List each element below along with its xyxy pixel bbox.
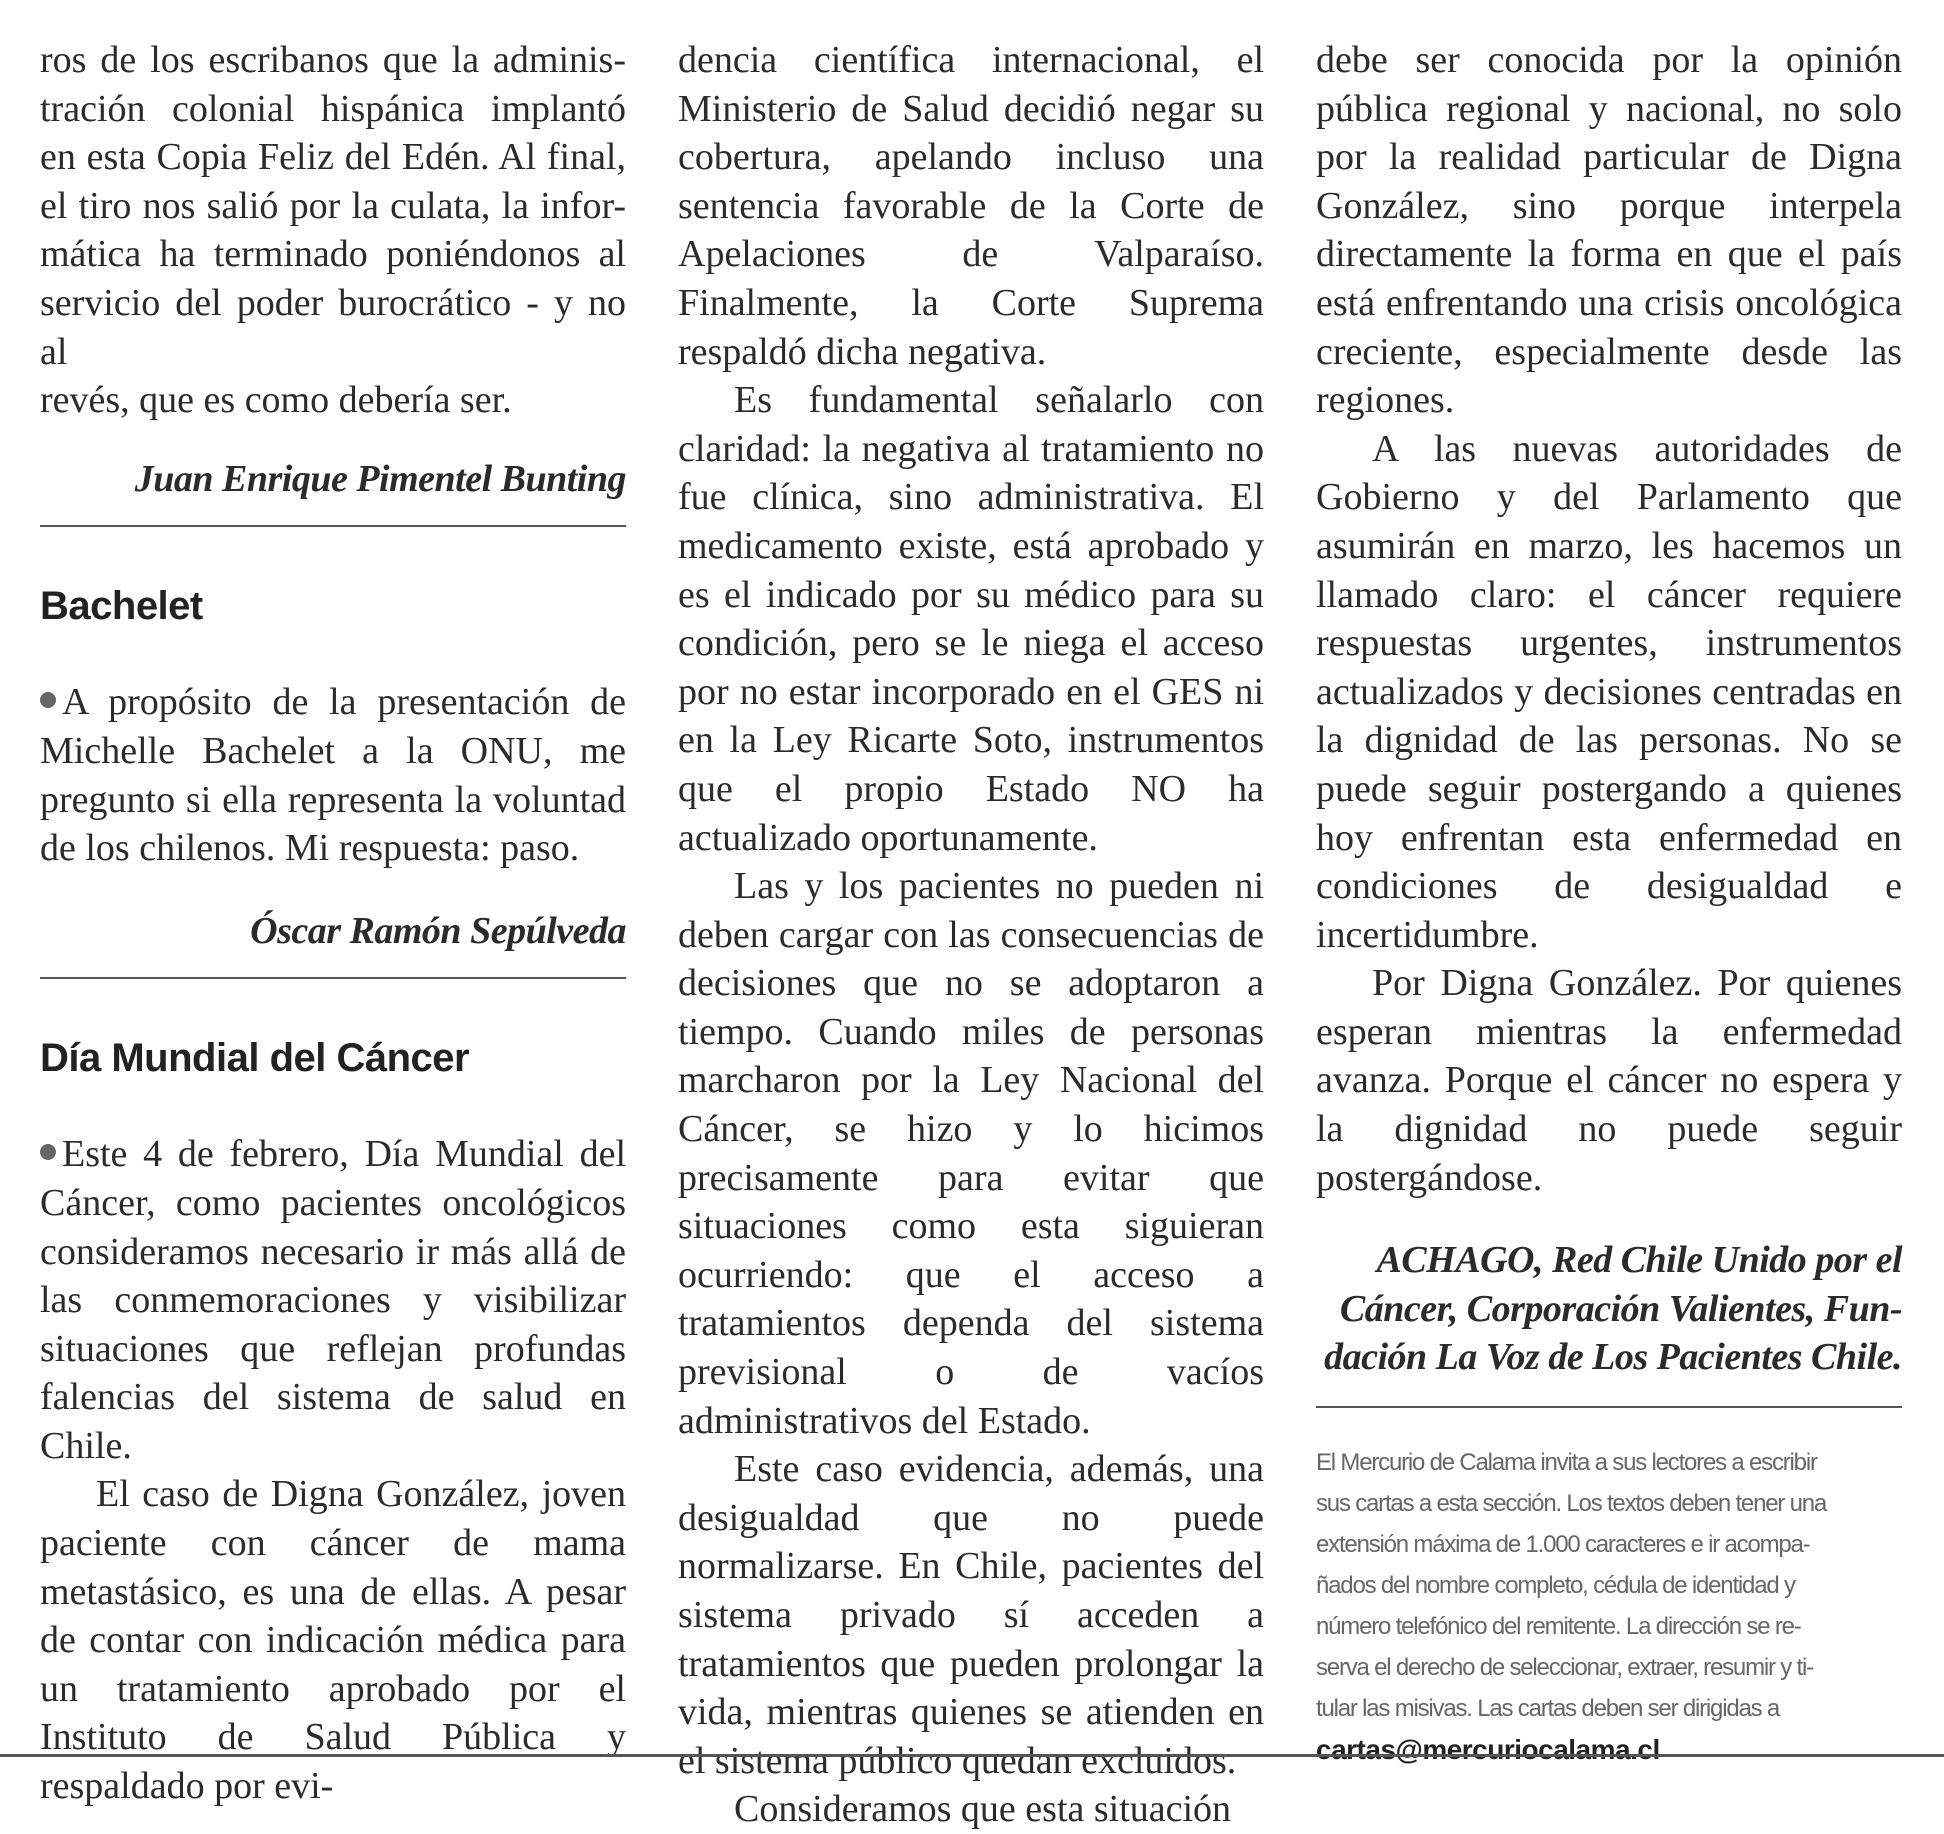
paragraph: Consideramos que esta situación bbox=[734, 1788, 1232, 1831]
intro-line: ros de los escribanos que la adminis- bbox=[40, 39, 626, 81]
intro-line: revés, que es como debería ser. bbox=[40, 379, 512, 422]
intro-text bbox=[40, 36, 626, 425]
letter-title-bachelet: Bachelet bbox=[40, 584, 203, 629]
intro-line: en esta Copia Feliz del Edén. Al final, bbox=[40, 136, 626, 179]
paragraph: dencia científica internacional, el Ministerio de Salud decidió negar su cobertura, apelando incluso una sentencia favorable de la Corte de Apelaciones de Valparaíso. Finalmente, la Corte Suprema respaldó dicha negativa. bbox=[678, 39, 1264, 373]
paragraph: Este caso evidencia, además, una desigualdad que no puede normalizarse. En Chile, pacientes del sistema privado sí acceden a tratamientos que pueden prolongar la vida, mientras quienes se atienden en el sistema público quedan excluidos. bbox=[678, 1448, 1264, 1782]
letter-body-bachelet: A propósito de la presentación de Michelle Bachelet a la ONU, me pregunto si ella representa la voluntad de los chilenos. Mi respuesta: paso. bbox=[40, 681, 626, 870]
divider bbox=[1316, 1406, 1902, 1408]
paragraph: debe ser conocida por la opinión pública regional y nacional, no solo por la realidad particular de Digna González, sino porque interpela directamente la forma en que el país está enfrentando una crisis oncológica creciente, especialmente desde las regiones. bbox=[1316, 39, 1902, 422]
submission-info: El Mercurio de Calama invita a sus lectores a escribir sus cartas a esta sección. Los textos deben tener una extensión máxima de 1.000 caracteres e ir acompa- ñados del nombre completo, cédula de identidad y número telefónico del remitente. La dirección se re- serva el derecho de seleccionar, extraer, resumir y ti- tular las misivas. Las cartas deben ser dirigidas a cartas@mercuriocalama.cl bbox=[1316, 1442, 1902, 1770]
divider bbox=[40, 977, 626, 979]
column-2 bbox=[678, 36, 1264, 1834]
intro-line: el tiro nos salió por la culata, la infor- bbox=[40, 184, 626, 227]
bullet-icon bbox=[40, 692, 56, 708]
bullet-icon bbox=[40, 1144, 56, 1160]
column-3 bbox=[1316, 36, 1902, 1770]
page-bottom-rule bbox=[0, 1754, 1944, 1757]
intro-line: servicio del poder burocrático - y no al bbox=[40, 281, 626, 373]
contact-email[interactable]: cartas@mercuriocalama.cl bbox=[1316, 1734, 1660, 1766]
paragraph: A las nuevas autoridades de Gobierno y del Parlamento que asumirán en marzo, les hacemos un llamado claro: el cáncer requiere respuestas urgentes, instrumentos actualizados y decisiones centradas en la dignidad de las personas. No se puede seguir postergando a quienes hoy enfrentan esta enfermedad en condiciones de desigualdad e incertidumbre. bbox=[1316, 427, 1902, 956]
intro-line: tración colonial hispánica implantó bbox=[40, 87, 626, 130]
letter-signature-bachelet: Óscar Ramón Sepúlveda bbox=[250, 909, 626, 952]
paragraph: Es fundamental señalarlo con claridad: la negativa al tratamiento no fue clínica, sino administrativa. El medicamento existe, está aprobado y es el indicado por su médico para su condición, pero se le niega el acceso por no estar incorporado en el GES ni en la Ley Ricarte Soto, instrumentos que el propio Estado NO ha actualizado oportunamente. bbox=[678, 379, 1264, 859]
column-1 bbox=[40, 36, 626, 1811]
letter-signature-groups: ACHAGO, Red Chile Unido por el Cáncer, Corporación Valientes, Fun- dación La Voz de Los Pacientes Chile. bbox=[1324, 1239, 1902, 1379]
letter-body-cancer-p1: Este 4 de febrero, Día Mundial del Cáncer, como pacientes oncológicos consideramos necesario ir más allá de las conmemoraciones y visibilizar situaciones que reflejan profundas falencias del sistema de salud en Chile. bbox=[40, 1133, 626, 1467]
intro-line: mática ha terminado poniéndonos al bbox=[40, 233, 626, 276]
intro-signature: Juan Enrique Pimentel Bunting bbox=[134, 457, 626, 500]
paragraph: Las y los pacientes no pueden ni deben cargar con las consecuencias de decisiones que no se adoptaron a tiempo. Cuando miles de personas marcharon por la Ley Nacional del Cáncer, se hizo y lo hicimos precisamente para evitar que situaciones como esta siguieran ocurriendo: que el acceso a tratamientos dependa del sistema previsional o de vacíos administrativos del Estado. bbox=[678, 865, 1264, 1442]
letter-body-cancer-p2: El caso de Digna González, joven paciente con cáncer de mama metastásico, es una de ellas. A pesar de contar con indicación médica para un tratamiento aprobado por el Instituto de Salud Pública y respaldado por evi- bbox=[40, 1473, 626, 1808]
letter-title-cancer: Día Mundial del Cáncer bbox=[40, 1036, 470, 1081]
paragraph: Por Digna González. Por quienes esperan mientras la enfermedad avanza. Porque el cáncer no espera y la dignidad no puede seguir postergándose. bbox=[1316, 962, 1902, 1199]
divider bbox=[40, 525, 626, 527]
